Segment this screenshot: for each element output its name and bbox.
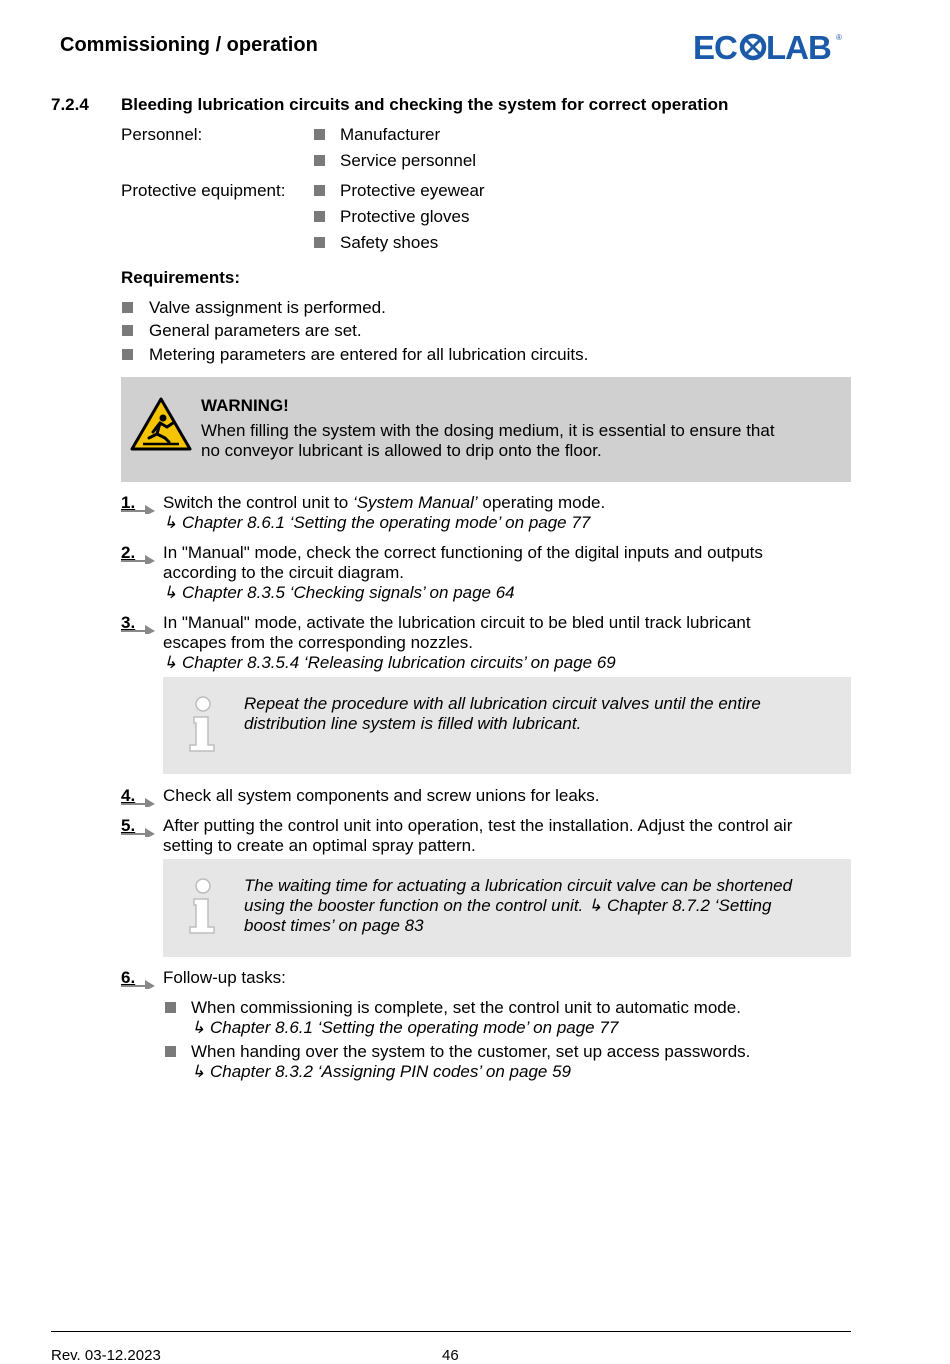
step-text: according to the circuit diagram. (163, 563, 404, 582)
step-arrow-icon (121, 622, 157, 634)
requirement-item: Valve assignment is performed. (149, 298, 386, 317)
step-number: 2. (121, 543, 136, 562)
personnel-item: Service personnel (340, 151, 477, 170)
revision-label: Rev. 03-12.2023 (51, 1347, 161, 1364)
step-arrow-icon (121, 552, 157, 564)
svg-text:®: ® (836, 33, 842, 42)
step-text: setting to create an optimal spray pattern. (163, 836, 476, 855)
bullet-square-icon (314, 185, 325, 196)
bullet-square-icon (122, 302, 133, 313)
step-arrow-icon (121, 977, 157, 989)
step-text: Follow-up tasks: (163, 968, 286, 987)
protective-equipment-label: Protective equipment: (121, 181, 286, 200)
step-number: 1. (121, 493, 136, 512)
section-number: 7.2.4 (51, 95, 89, 114)
reference-arrow-icon: ↳ (163, 513, 182, 532)
step-text: After putting the control unit into operation, test the installation. Adjust the control air (163, 816, 793, 835)
chapter-reference-link[interactable]: ↳ Chapter 8.3.2 ‘Assigning PIN codes’ on page 59 (191, 1062, 571, 1081)
chapter-reference-link[interactable]: ↳ Chapter 8.6.1 ‘Setting the operating mode’ on page 77 (163, 513, 591, 532)
bullet-square-icon (314, 155, 325, 166)
info-icon (186, 877, 220, 935)
step-number: 3. (121, 613, 136, 632)
step-number: 4. (121, 786, 136, 805)
step-number: 6. (121, 968, 136, 987)
bullet-square-icon (165, 1002, 176, 1013)
warning-text-line: When filling the system with the dosing medium, it is essential to ensure that (201, 421, 775, 440)
info-text-line: using the booster function on the control unit. ↳ Chapter 8.7.2 ‘Setting (244, 896, 772, 915)
bullet-square-icon (314, 211, 325, 222)
bullet-square-icon (314, 237, 325, 248)
protective-item: Protective gloves (340, 207, 470, 226)
step-text: Check all system components and screw unions for leaks. (163, 786, 600, 805)
section-title: Bleeding lubrication circuits and checking the system for correct operation (121, 95, 729, 114)
reference-arrow-icon: ↳ (588, 896, 607, 915)
step-arrow-icon (121, 795, 157, 807)
bullet-square-icon (314, 129, 325, 140)
personnel-item: Manufacturer (340, 125, 441, 144)
requirement-item: General parameters are set. (149, 321, 362, 340)
chapter-reference-link[interactable]: ↳ Chapter 8.6.1 ‘Setting the operating mode’ on page 77 (191, 1018, 619, 1037)
page-header-title: Commissioning / operation (60, 34, 318, 56)
chapter-reference-link[interactable]: ↳ Chapter 8.3.5.4 ‘Releasing lubrication circuits’ on page 69 (163, 653, 616, 672)
protective-item: Protective eyewear (340, 181, 485, 200)
step-text: In "Manual" mode, check the correct functioning of the digital inputs and outputs (163, 543, 763, 562)
bullet-square-icon (122, 325, 133, 336)
info-icon (186, 695, 220, 753)
svg-text:LAB: LAB (766, 29, 831, 64)
step-text: Switch the control unit to ‘System Manual’ operating mode. (163, 493, 606, 512)
protective-item: Safety shoes (340, 233, 439, 252)
step-text: In "Manual" mode, activate the lubrication circuit to be bled until track lubricant (163, 613, 751, 632)
slippery-floor-warning-icon (129, 396, 193, 452)
warning-title: WARNING! (201, 396, 289, 415)
warning-text-line: no conveyor lubricant is allowed to drip onto the floor. (201, 441, 602, 460)
chapter-reference-link[interactable]: ↳ Chapter 8.3.5 ‘Checking signals’ on page 64 (163, 583, 515, 602)
reference-arrow-icon: ↳ (191, 1018, 210, 1037)
step-text: escapes from the corresponding nozzles. (163, 633, 473, 652)
followup-item-text: When handing over the system to the customer, set up access passwords. (191, 1042, 751, 1061)
info-text-line: The waiting time for actuating a lubrication circuit valve can be shortened (244, 876, 793, 895)
page-number: 46 (442, 1347, 459, 1364)
step-arrow-icon (121, 825, 157, 837)
info-text-line: Repeat the procedure with all lubrication circuit valves until the entire (244, 694, 761, 713)
reference-arrow-icon: ↳ (163, 653, 182, 672)
bullet-square-icon (122, 349, 133, 360)
svg-text:EC: EC (693, 29, 737, 64)
info-text-line: distribution line system is filled with lubricant. (244, 714, 582, 733)
ecolab-logo (693, 28, 845, 64)
requirement-item: Metering parameters are entered for all lubrication circuits. (149, 345, 589, 364)
requirements-heading: Requirements: (121, 268, 241, 287)
reference-arrow-icon: ↳ (163, 583, 182, 602)
step-number: 5. (121, 816, 136, 835)
footer-divider (51, 1331, 851, 1332)
reference-arrow-icon: ↳ (191, 1062, 210, 1081)
info-text-line[interactable]: boost times’ on page 83 (244, 916, 424, 935)
personnel-label: Personnel: (121, 125, 203, 144)
followup-item-text: When commissioning is complete, set the control unit to automatic mode. (191, 998, 741, 1017)
step-arrow-icon (121, 502, 157, 514)
bullet-square-icon (165, 1046, 176, 1057)
chapter-reference-link[interactable]: ↳ Chapter 8.7.2 ‘Setting (588, 896, 772, 915)
